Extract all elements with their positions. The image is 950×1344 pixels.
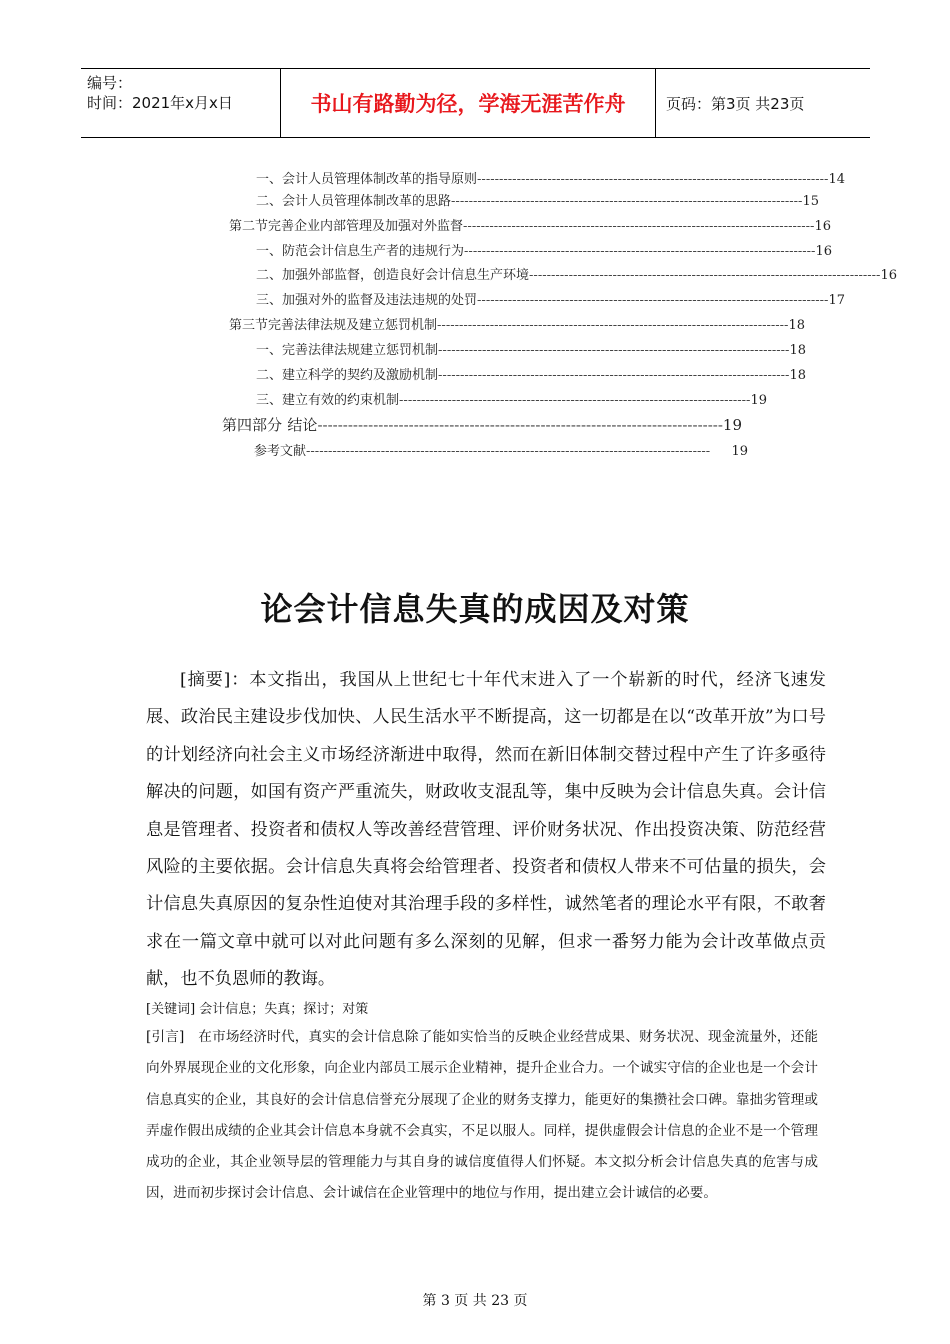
toc-leader: -------------------------------------------------------------------------------- <box>477 293 829 308</box>
toc-page: 15 <box>802 194 819 209</box>
article-title: 论会计信息失真的成因及对策 <box>260 590 690 628</box>
header-motto: 书山有路勤为径，学海无涯苦作舟 <box>281 69 656 137</box>
toc-leader: -------------------------------------------------------------------------------- <box>399 393 751 408</box>
toc-entry[interactable] <box>256 391 767 411</box>
toc-entry[interactable] <box>256 366 806 386</box>
header-time: 时间：2021年x月x日 <box>87 94 233 112</box>
toc-entry[interactable] <box>256 266 897 286</box>
toc-label: 防范会计信息生产者的违规行为 <box>282 244 465 259</box>
toc-number: 二、 <box>256 368 283 383</box>
toc-label: 完善法律法规建立惩罚机制 <box>282 343 439 358</box>
toc-leader: -------------------------------------------------------------------------------- <box>477 172 829 187</box>
toc-page: 19 <box>731 444 748 459</box>
toc-label: 完善法律法规及建立惩罚机制 <box>268 318 438 333</box>
header-meta <box>81 69 281 137</box>
toc-entry[interactable] <box>256 170 845 190</box>
header-number: 编号： <box>87 74 133 92</box>
toc-label: 加强外部监督，创造良好会计信息生产环境 <box>282 268 530 283</box>
toc-entry[interactable] <box>256 242 832 262</box>
toc-number: 第四部分 <box>222 416 283 434</box>
toc-leader: -------------------------------------------------------------------------------- <box>438 343 790 358</box>
header-page-info: 页码：第3页 共23页 <box>666 94 805 113</box>
introduction: [引言] 在市场经济时代，真实的会计信息除了能如实恰当的反映企业经营成果、财务状况、现金流量外，还能向外界展现企业的文化形象，向企业内部员工展示企业精神，提升企业合力。一个诚实守信的企业也是一个会计信息真实的企业，其良好的会计信息信誉充分展现了企业的财务支撑力，能更好的集攒社会口碑。靠拙劣管理或弄虚作假出成绩的企业其会计信息本身就不会真实，不足以服人。同样，提供虚假会计信息的企业不是一个管理成功的企业，其企业领导层的管理能力与其自身的诚信度值得人们怀疑。本文拟分析会计信息失真的危害与成因，进而初步探讨会计信息、会计诚信在企业管理中的地位与作用，提出建立会计诚信的必要。 <box>146 1029 818 1202</box>
toc-label: 完善企业内部管理及加强对外监督 <box>268 219 464 234</box>
page-header <box>81 68 870 138</box>
toc-entry[interactable] <box>229 217 831 237</box>
toc-leader: -------------------------------------------------------------------------------- <box>529 268 881 283</box>
toc-number: 一、 <box>256 172 283 187</box>
toc-entry[interactable] <box>256 192 819 212</box>
toc-label: 会计人员管理体制改革的思路 <box>282 194 452 209</box>
toc-label: 建立科学的契约及激励机制 <box>282 368 439 383</box>
toc-number: 第二节 <box>229 219 269 234</box>
toc-number: 二、 <box>256 268 283 283</box>
toc-page: 17 <box>828 293 845 308</box>
toc-entry[interactable] <box>254 442 748 462</box>
toc-entry[interactable] <box>256 341 806 361</box>
toc-leader: -------------------------------------------------------------------------------- <box>437 318 789 333</box>
toc-label: 参考文献 <box>254 444 307 459</box>
toc-page: 18 <box>789 368 806 383</box>
toc-number: 三、 <box>256 293 283 308</box>
toc-page: 18 <box>788 318 805 333</box>
toc-page: 16 <box>814 219 831 234</box>
toc-number: 二、 <box>256 194 283 209</box>
toc-page: 19 <box>722 416 742 434</box>
toc-number: 一、 <box>256 343 283 358</box>
toc-label: 结论 <box>287 416 318 434</box>
toc-number: 第三节 <box>229 318 269 333</box>
toc-leader: -------------------------------------------------------------------------------- <box>463 219 815 234</box>
toc-leader: -------------------------------------------------------------------------------- <box>317 416 723 434</box>
toc-entry[interactable] <box>222 415 742 435</box>
toc-page: 19 <box>750 393 767 408</box>
toc-entry[interactable] <box>256 291 845 311</box>
toc-number: 三、 <box>256 393 283 408</box>
toc-label: 会计人员管理体制改革的指导原则 <box>282 172 478 187</box>
abstract-text: [摘要]：本文指出，我国从上世纪七十年代末进入了一个崭新的时代，经济飞速发展、政治民主建设步伐加快、人民生活水平不断提高，这一切都是在以“改革开放”为口号的计划经济向社会主义市场经济渐进中取得，然而在新旧体制交替过程中产生了许多亟待解决的问题，如国有资产严重流失，财政收支混乱等，集中反映为会计信息失真。会计信息是管理者、投资者和债权人等改善经营管理、评价财务状况、作出投资决策、防范经营风险的主要依据。会计信息失真将会给管理者、投资者和债权人带来不可估量的损失，会计信息失真原因的复杂性迫使对其治理手段的多样性，诚然笔者的理论水平有限，不敢奢求在一篇文章中就可以对此问题有多么深刻的见解，但求一番努力能为会计改革做点贡献，也不负恩师的教诲。 <box>146 670 826 990</box>
toc-leader: -------------------------------------------------------------------------------- <box>438 368 790 383</box>
toc-leader: -------------------------------------------------------------------------------- <box>451 194 803 209</box>
toc-page: 16 <box>815 244 832 259</box>
toc-entry[interactable] <box>229 316 805 336</box>
toc-leader: -------------------------------------------------------------------------------- <box>464 244 816 259</box>
toc-leader: -------------------------------------------------------------------------------------------- <box>306 444 711 459</box>
toc-page: 18 <box>789 343 806 358</box>
abstract-section <box>146 662 826 999</box>
toc-page: 14 <box>828 172 845 187</box>
toc-page: 16 <box>880 268 897 283</box>
toc-label: 建立有效的约束机制 <box>282 393 400 408</box>
page-footer: 第 3 页 共 23 页 <box>422 1293 528 1309</box>
toc-label: 加强对外的监督及违法违规的处罚 <box>282 293 478 308</box>
toc-number: 一、 <box>256 244 283 259</box>
keywords: [关键词] 会计信息；失真；探讨；对策 <box>146 1002 369 1017</box>
